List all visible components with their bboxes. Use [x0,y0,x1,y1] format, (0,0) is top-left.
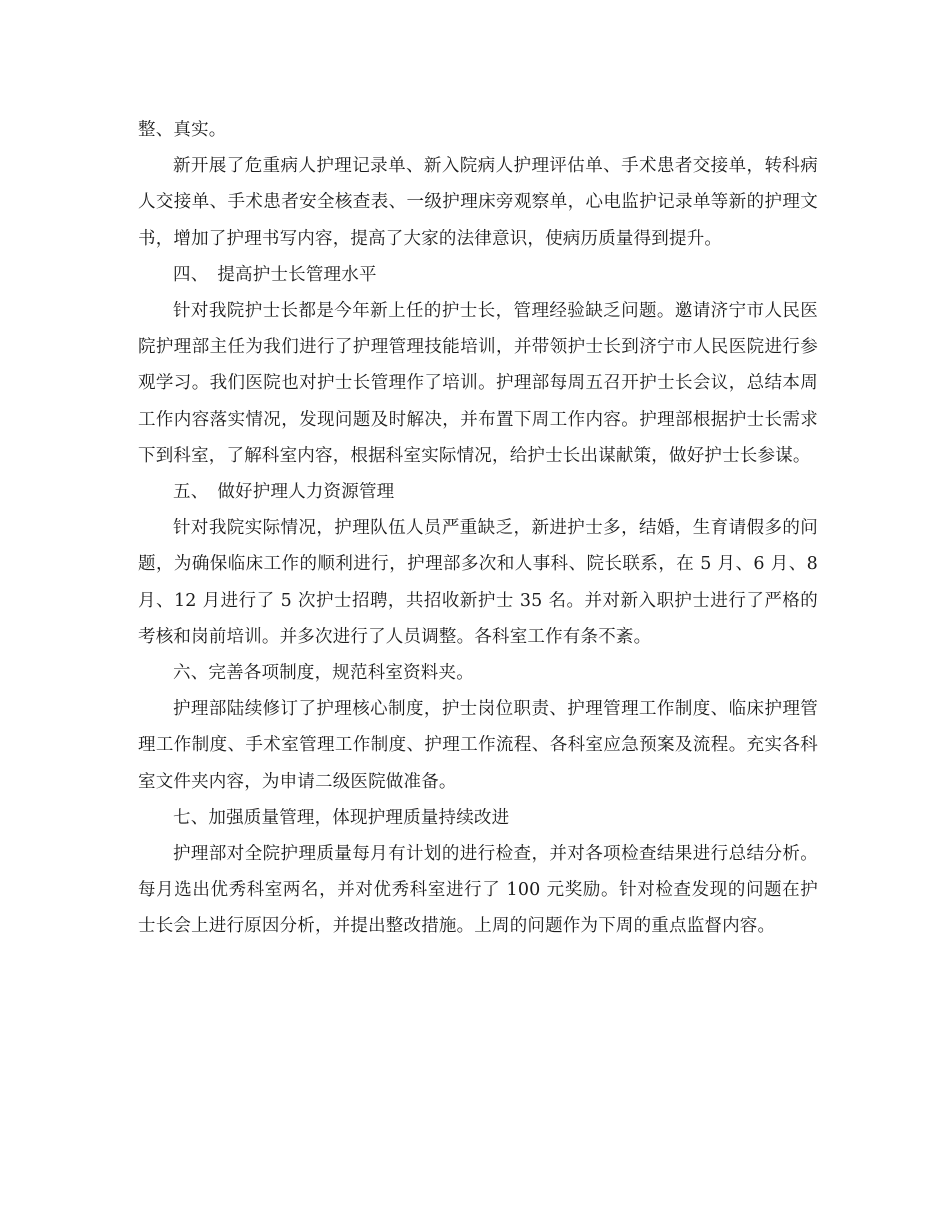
section-heading-7: 七、加强质量管理，体现护理质量持续改进 [173,807,510,828]
paragraph-quality-management: 护理部对全院护理质量每月有计划的进行检查，并对各项检查结果进行总结分析。每月选出优秀科室两名，并对优秀科室进行了 100 元奖励。针对检查发现的问题在护士长会上进行原因分析，并提出整改措施。上周的问题作为下周的重点监督内容。 [138,844,818,937]
section-heading-6: 六、完善各项制度，规范科室资料夹。 [173,663,474,684]
paragraph-nursing-documents: 新开展了危重病人护理记录单、新入院病人护理评估单、手术患者交接单，转科病人交接单、手术患者安全核查表、一级护理床旁观察单，心电监护记录单等新的护理文书，增加了护理书写内容，提高了大家的法律意识，使病历质量得到提升。 [138,156,818,249]
paragraph-regulations: 护理部陆续修订了护理核心制度，护士岗位职责、护理管理工作制度、临床护理管理工作制度、手术室管理工作制度、护理工作流程、各科室应急预案及流程。充实各科室文件夹内容，为申请二级医院做准备。 [138,699,818,792]
document-body [138,112,818,945]
section-heading-5: 五、 做好护理人力资源管理 [173,482,395,503]
paragraph-continuation: 整、真实。 [138,120,227,140]
paragraph-head-nurse-management: 针对我院护士长都是今年新上任的护士长，管理经验缺乏问题。邀请济宁市人民医院护理部主任为我们进行了护理管理技能培训，并带领护士长到济宁市人民医院进行参观学习。我们医院也对护士长管理作了培训。护理部每周五召开护士长会议，总结本周工作内容落实情况，发现问题及时解决，并布置下周工作内容。护理部根据护士长需求下到科室，了解科室内容，根据科室实际情况，给护士长出谋献策，做好护士长参谋。 [138,301,818,466]
paragraph-human-resources: 针对我院实际情况，护理队伍人员严重缺乏，新进护士多，结婚，生育请假多的问题，为确保临床工作的顺利进行，护理部多次和人事科、院长联系，在 5 月、6 月、8 月、12 月进行了 5 次护士招聘，共招收新护士 35 名。并对新入职护士进行了严格的考核和岗前培训。并多次进行了人员调整。各科室工作有条不紊。 [138,518,818,647]
section-heading-4: 四、 提高护士长管理水平 [173,264,377,285]
